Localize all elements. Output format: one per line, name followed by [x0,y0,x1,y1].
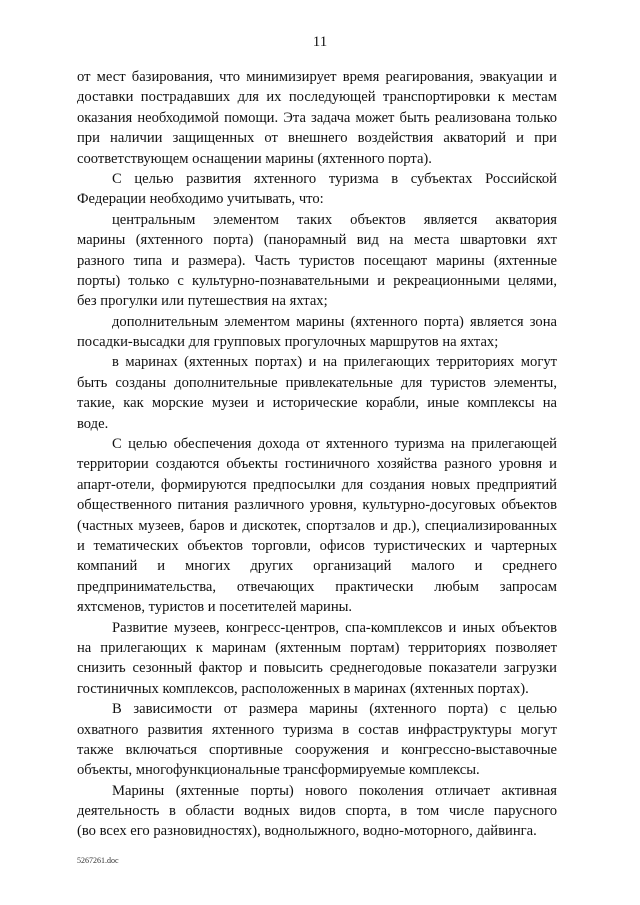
text-line: доставки пострадавших для их последующей транспортировки к местам [77,89,557,106]
text-line: Развитие музеев, конгресс-центров, спа-комплексов и иных объектов [112,619,557,636]
text-line: быть созданы дополнительные привлекательные для туристов элементы, [77,374,557,391]
text-line: яхтсменов, туристов и посетителей марины. [77,599,353,616]
text-line: деятельность в области водных видов спорта, в том числе парусного [77,803,557,820]
text-line: объекты, многофункциональные трансформируемые комплексы. [77,762,480,779]
text-line: Марины (яхтенные порты) нового поколения отличает активная [112,782,557,799]
text-line: гостиничных комплексов, расположенных в маринах (яхтенных портах). [77,680,529,697]
text-line: (во всех его разновидностях), воднолыжного, водно-моторного, дайвинга. [77,823,537,840]
text-line: соответствующем оснащении марины (яхтенного порта). [77,150,432,167]
text-line: при наличии защищенных от внешнего воздействия акваторий и при [77,130,557,147]
text-line: С целью обеспечения дохода от яхтенного туризма на прилегающей [112,436,557,453]
text-line: без прогулки или путешествия на яхтах; [77,293,328,310]
text-line: воде. [77,415,109,432]
text-line: такие, как морские музеи и исторические корабли, иные комплексы на [77,395,557,412]
text-line: также включаться спортивные сооружения и конгрессно-выставочные [77,741,557,758]
text-line: компаний и многих других организаций малого и среднего [77,558,557,575]
text-line: оказания необходимой помощи. Эта задача может быть реализована только [77,109,557,126]
text-line: территории создаются объекты гостиничного хозяйства разного уровня и [77,456,557,473]
text-line: Федерации необходимо учитывать, что: [77,191,324,208]
text-line: В зависимости от размера марины (яхтенного порта) с целью [112,701,557,718]
text-line: от мест базирования, что минимизирует время реагирования, эвакуации и [77,69,557,85]
text-line: в маринах (яхтенных портах) и на прилегающих территориях могут [112,354,557,371]
page-number: 11 [312,34,328,50]
text-line: общественного питания различного уровня, культурно-досуговых объектов [77,497,557,514]
text-line: порты) только с культурно-познавательными и рекреационными целями, [77,272,557,289]
text-line: охватного развития яхтенного туризма в состав инфраструктуры могут [77,721,557,738]
text-line: снизить сезонный фактор и повысить среднегодовые показатели загрузки [77,660,557,677]
text-line: посадки-высадки для групповых прогулочных маршрутов на яхтах; [77,334,499,351]
text-line: С целью развития яхтенного туризма в субъектах Российской [112,170,557,187]
text-line: разного типа и размера). Часть туристов посещают марины (яхтенные [77,252,557,269]
text-line: центральным элементом таких объектов является акватория [112,211,557,228]
body-text [77,67,557,842]
text-line: предпринимательства, отвечающих практически любым запросам [77,578,557,595]
text-line: дополнительным элементом марины (яхтенного порта) является зона [112,313,557,330]
file-name-footer: 5267261.doc [77,856,119,865]
text-line: (частных музеев, баров и дискотек, спортзалов и др.), специализированных [77,517,557,534]
text-line: на прилегающих к маринам (яхтенным портам) территориях позволяет [77,639,557,656]
text-line: и тематических объектов торговли, офисов туристических и чартерных [77,537,557,554]
text-line: марины (яхтенного порта) (панорамный вид на места швартовки яхт [77,232,557,249]
text-line: апарт-отели, формируются предпосылки для создания новых предприятий [77,476,557,493]
